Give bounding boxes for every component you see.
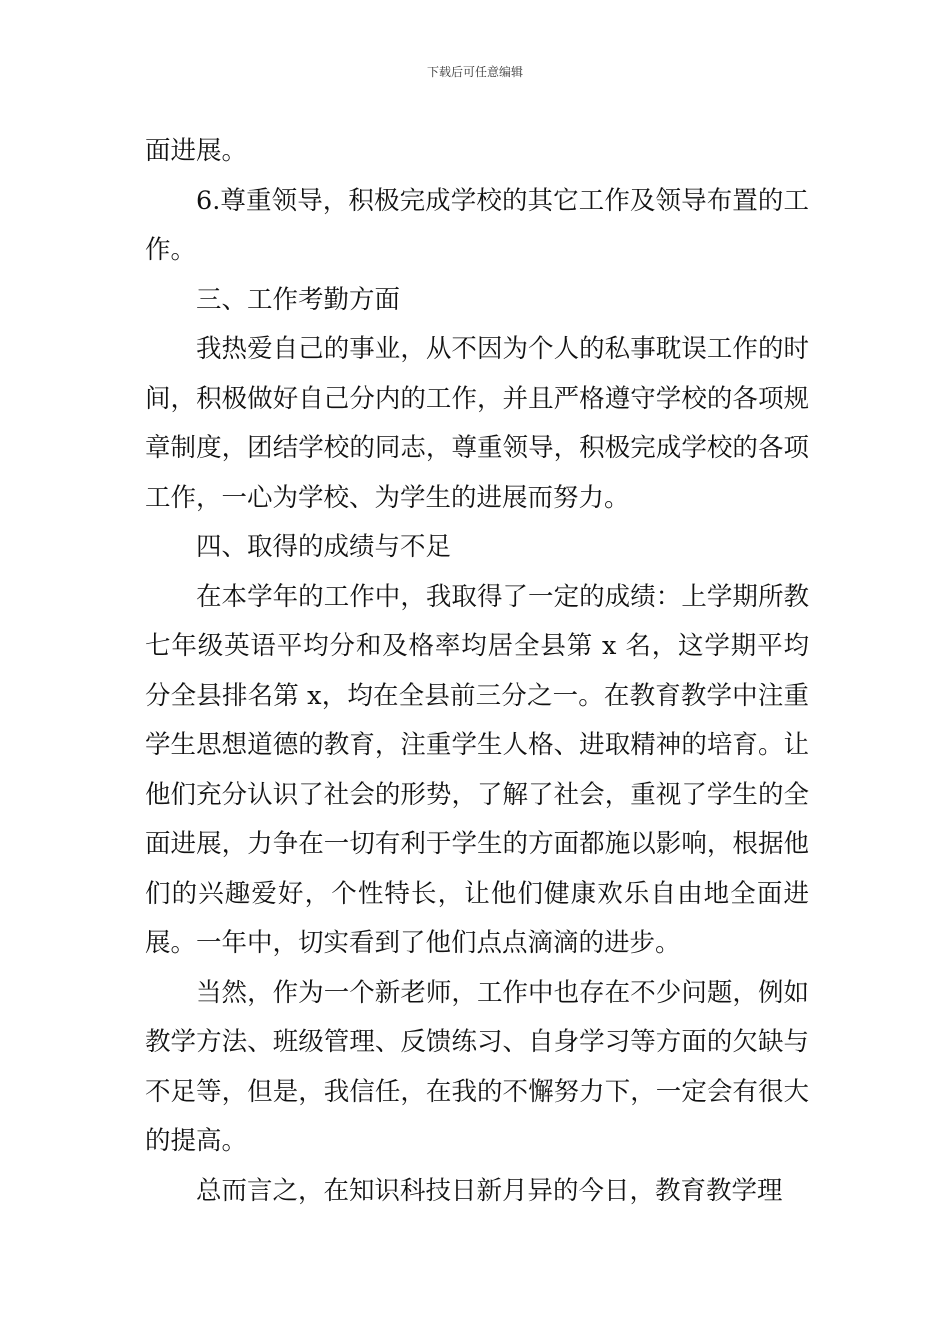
paragraph-6: 在本学年的工作中，我取得了一定的成绩：上学期所教七年级英语平均分和及格率均居全县第 x 名，这学期平均分全县排名第 x，均在全县前三分之一。在教育教学中注重学生思想道德的教育，注重学生人格、进取精神的培育。让他们充分认识了社会的形势，了解了社会，重视了学生的全面进展，力争在一切有利于学生的方面都施以影响，根据他们的兴趣爱好，个性特长，让他们健康欢乐自由地全面进展。一年中，切实看到了他们点点滴滴的进步。 [145,581,809,958]
paragraph-8: 总而言之，在知识科技日新月异的今日，教育教学理 [196,1175,783,1206]
paragraph-7: 当然，作为一个新老师，工作中也存在不少问题，例如教学方法、班级管理、反馈练习、自身学习等方面的欠缺与不足等，但是，我信任，在我的不懈努力下，一定会有很大的提高。 [145,977,809,1156]
section-heading-attendance: 三、工作考勤方面 [196,284,401,315]
paragraph-1: 面进展。 [145,136,248,166]
paragraph-4: 我热爱自己的事业，从不因为个人的私事耽误工作的时间，积极做好自己分内的工作，并且严格遵守学校的各项规章制度，团结学校的同志，尊重领导，积极完成学校的各项工作，一心为学校、为学生的进展而努力。 [145,334,809,513]
paragraph-2: 6.尊重领导，积极完成学校的其它工作及领导布置的工作。 [145,185,809,265]
section-heading-achievements: 四、取得的成绩与不足 [196,532,452,562]
page-header: 下载后可任意编辑 [426,65,523,79]
document-body [145,127,809,1216]
